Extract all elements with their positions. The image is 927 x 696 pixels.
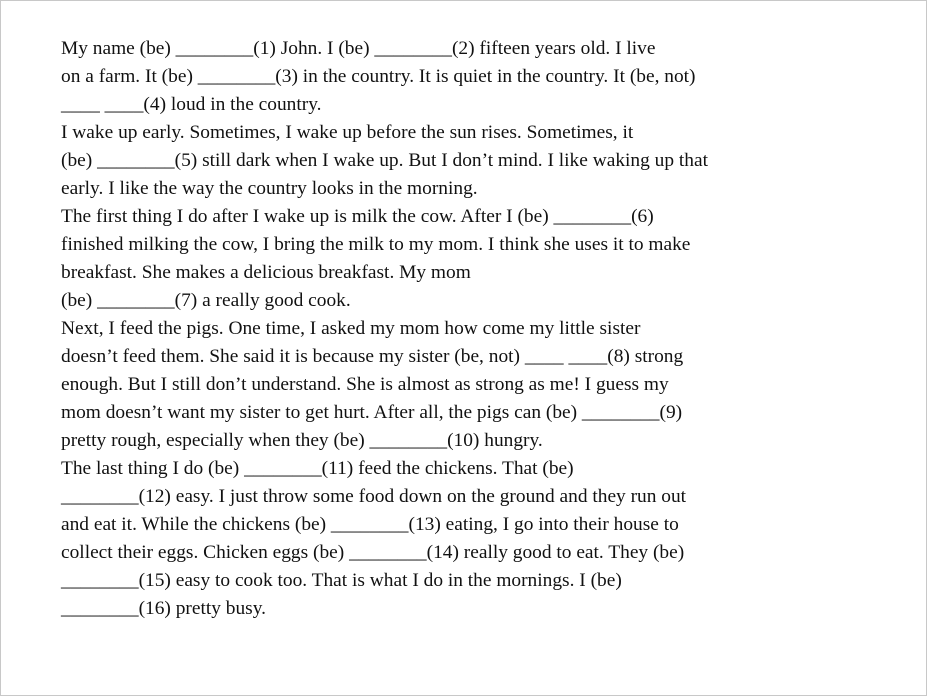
text-line: Next, I feed the pigs. One time, I asked my mom how come my little sister xyxy=(61,318,641,339)
text-line: enough. But I still don’t understand. She is almost as strong as me! I guess my xyxy=(61,374,669,395)
text-line: (be) ________(7) a really good cook. xyxy=(61,290,351,311)
text-line: collect their eggs. Chicken eggs (be) ________(14) really good to eat. They (be) xyxy=(61,542,685,563)
text-line: pretty rough, especially when they (be) ________(10) hungry. xyxy=(61,430,543,451)
text-line: The last thing I do (be) ________(11) feed the chickens. That (be) xyxy=(61,458,574,479)
text-line: on a farm. It (be) ________(3) in the country. It is quiet in the country. It (be, not) xyxy=(61,66,696,87)
text-line: doesn’t feed them. She said it is because my sister (be, not) ____ ____(8) strong xyxy=(61,346,684,367)
text-line: finished milking the cow, I bring the milk to my mom. I think she uses it to make xyxy=(61,234,691,255)
text-line: My name (be) ________(1) John. I (be) ________(2) fifteen years old. I live xyxy=(61,38,656,59)
text-line: ________(12) easy. I just throw some food down on the ground and they run out xyxy=(61,486,687,507)
text-line: mom doesn’t want my sister to get hurt. After all, the pigs can (be) ________(9) xyxy=(61,402,683,423)
text-line: and eat it. While the chickens (be) ________(13) eating, I go into their house to xyxy=(61,514,679,535)
text-line: (be) ________(5) still dark when I wake up. But I don’t mind. I like waking up that xyxy=(61,150,708,171)
text-line: ________(16) pretty busy. xyxy=(61,598,267,619)
text-line: breakfast. She makes a delicious breakfast. My mom xyxy=(61,262,471,283)
text-line: ____ ____(4) loud in the country. xyxy=(61,94,322,115)
text-line: ________(15) easy to cook too. That is what I do in the mornings. I (be) xyxy=(61,570,622,591)
text-line: The first thing I do after I wake up is milk the cow. After I (be) ________(6) xyxy=(61,206,654,227)
text-line: I wake up early. Sometimes, I wake up before the sun rises. Sometimes, it xyxy=(61,122,634,143)
exercise-text xyxy=(61,35,911,623)
text-line: early. I like the way the country looks in the morning. xyxy=(61,178,478,199)
